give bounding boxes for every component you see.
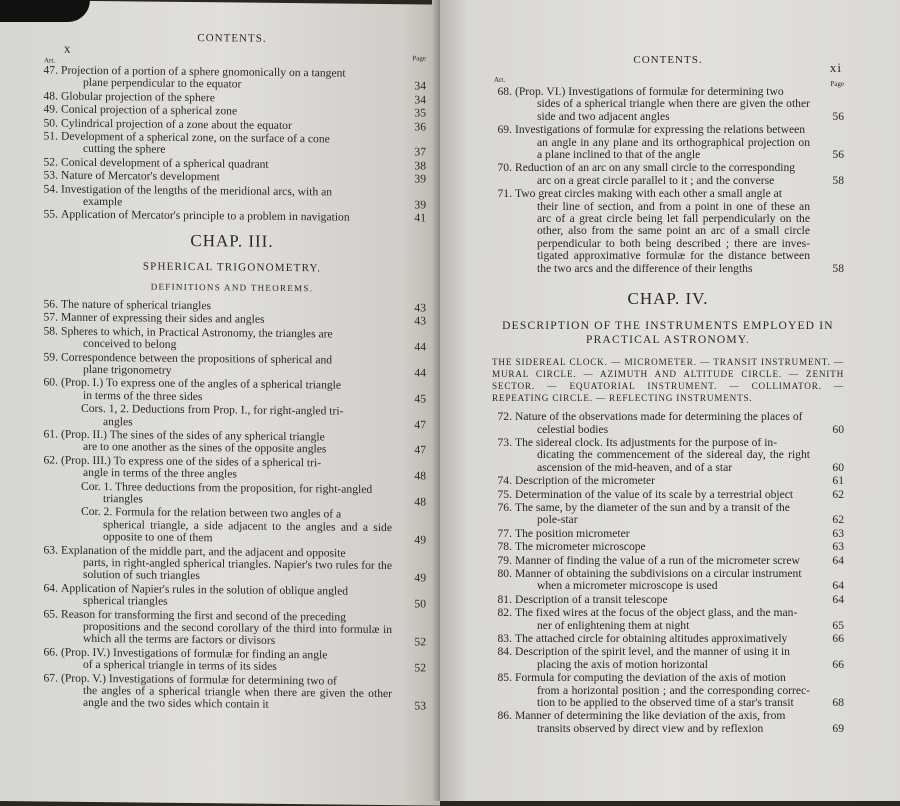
toc-entry-text xyxy=(61,377,392,405)
toc-entry-title: Investigation of the lengths of the meridional arcs, with an xyxy=(61,182,333,199)
toc-entry-title: The fixed wires at the focus of the object glass, and the man- xyxy=(515,606,798,620)
right-art-label: Art. xyxy=(494,76,506,84)
toc-entry-page: 48 xyxy=(414,495,426,509)
left-running-title: CONTENTS. xyxy=(197,32,267,45)
toc-entry-number: 66. xyxy=(43,645,58,659)
toc-entry-title: Cors. 1, 2. Deductions from Prop. I., for right-angled tri- xyxy=(81,401,344,418)
chapter-iv-heading: CHAP. IV. xyxy=(627,289,709,309)
toc-entry-number: 74. xyxy=(497,474,512,488)
toc-entry-text xyxy=(61,454,392,482)
toc-entry-page: 58 xyxy=(832,261,844,275)
toc-entry-number: 70. xyxy=(497,161,512,175)
toc-entry-number: 65. xyxy=(43,607,58,621)
toc-entry-title: Application of Mercator's principle to a problem in navigation xyxy=(61,208,350,225)
toc-entry-page: 53 xyxy=(414,699,426,713)
toc-entry-continuation: angle in terms of the three angles xyxy=(83,466,237,481)
toc-entry-text xyxy=(515,710,810,735)
right-entries-a xyxy=(492,86,844,275)
toc-entry xyxy=(492,555,844,567)
toc-entry-page: 34 xyxy=(414,93,426,107)
toc-entry-number: 48. xyxy=(43,89,58,103)
toc-entry-text xyxy=(61,325,392,353)
toc-entry xyxy=(492,541,844,553)
toc-entry xyxy=(38,506,426,547)
toc-entry-number: 55. xyxy=(43,207,58,222)
toc-entry-text xyxy=(81,403,392,431)
toc-entry-page: 63 xyxy=(832,526,844,540)
toc-entry-title: Conical development of a spherical quadrant xyxy=(61,155,269,171)
toc-entry-page: 49 xyxy=(414,533,426,547)
toc-entry-number: 86. xyxy=(497,709,512,723)
toc-entry xyxy=(492,86,844,123)
toc-entry-title: Two great circles making with each other a small angle at xyxy=(515,187,783,201)
toc-entry-title: Manner of obtaining the subdivisions on a circular instrument xyxy=(515,566,802,580)
toc-entry-title: Description of the micrometer xyxy=(515,474,656,488)
toc-entry xyxy=(38,672,426,713)
toc-entry-page: 56 xyxy=(832,109,844,123)
toc-entry xyxy=(38,209,426,225)
toc-entry-number: 68. xyxy=(497,85,512,98)
toc-entry-text xyxy=(81,480,392,508)
toc-entry-title: Reduction of an arc on any small circle to the corresponding xyxy=(515,161,796,175)
toc-entry-number: 59. xyxy=(43,349,58,364)
toc-entry-continuation: propositions and the second corollary of the third into formulæ in which all the terms are factors or divisors xyxy=(83,619,392,648)
right-page-col-label: Page xyxy=(830,80,844,88)
toc-entry-text xyxy=(515,411,810,436)
toc-entry-number: 69. xyxy=(497,123,512,137)
toc-entry-page: 34 xyxy=(414,79,426,93)
toc-entry-text xyxy=(515,437,810,474)
toc-entry xyxy=(492,710,844,735)
toc-entry-page: 39 xyxy=(414,172,426,186)
toc-entry-page: 52 xyxy=(414,661,426,675)
toc-entry-number: 57. xyxy=(43,310,58,324)
toc-entry-title: (Prop. V.) Investigations of formulæ for determining two of xyxy=(61,671,337,688)
toc-entry-page: 43 xyxy=(414,314,426,328)
toc-entry-number: 60. xyxy=(43,375,58,389)
toc-entry-page: 69 xyxy=(832,721,844,735)
toc-entry-title: Determination of the value of its scale by a terrestrial object xyxy=(515,487,794,501)
toc-entry-title: Conical projection of a spherical zone xyxy=(61,102,238,118)
toc-entry-title: Manner of expressing their sides and angles xyxy=(61,310,265,327)
toc-entry-number: 82. xyxy=(497,606,512,620)
toc-entry-title: Manner of determining the like deviation of the axis, from xyxy=(515,709,786,723)
toc-entry-page: 68 xyxy=(832,696,844,710)
toc-entry-number: 85. xyxy=(497,671,512,685)
toc-entry-text xyxy=(61,582,392,610)
toc-entry-page: 44 xyxy=(414,366,426,380)
toc-entry-number: 61. xyxy=(43,427,58,441)
toc-entry-title: (Prop. I.) To express one of the angles of a spherical triangle xyxy=(61,375,342,392)
toc-entry-page: 47 xyxy=(414,417,426,431)
toc-entry-number: 77. xyxy=(497,526,512,540)
toc-entry-title: The same, by the diameter of the sun and by a transit of the xyxy=(515,500,790,514)
toc-entry-page: 61 xyxy=(832,474,844,488)
toc-entry-page: 66 xyxy=(832,657,844,671)
toc-entry-continuation: when a micrometer microscope is used xyxy=(537,579,718,593)
toc-entry-title: Description of a transit telescope xyxy=(515,592,668,606)
right-entries-b xyxy=(492,411,844,735)
toc-entry-number: 67. xyxy=(43,671,58,685)
toc-entry-title: Development of a spherical zone, on the surface of a cone xyxy=(61,129,330,146)
toc-entry-continuation: from a horizontal position ; and the corresponding correc-tion to be applied to the observed time of a star's transit xyxy=(537,683,810,710)
toc-entry-title: Description of the spirit level, and the manner of using it in xyxy=(515,645,790,659)
toc-entry-title: The position micrometer xyxy=(515,526,630,540)
toc-entry-text xyxy=(515,124,810,161)
toc-entry-number: 50. xyxy=(43,116,58,130)
toc-entry-number: 78. xyxy=(497,540,512,554)
toc-entry-number: 76. xyxy=(497,500,512,514)
right-page xyxy=(440,0,900,801)
toc-entry-number: 62. xyxy=(43,453,58,467)
toc-entry-page: 64 xyxy=(832,579,844,593)
toc-entry-text xyxy=(61,608,392,649)
toc-entry-number: 51. xyxy=(43,129,58,143)
toc-entry-title: Investigations of formulæ for expressing the relations between xyxy=(515,123,806,137)
toc-entry-title: Cor. 1. Three deductions from the proposition, for right-angled xyxy=(81,479,373,496)
toc-entry-continuation: example xyxy=(83,194,123,209)
toc-entry xyxy=(492,188,844,275)
toc-entry-text xyxy=(515,568,810,593)
toc-entry-page: 56 xyxy=(832,148,844,162)
toc-entry-continuation: plane perpendicular to the equator xyxy=(83,76,242,91)
toc-entry-continuation: parts, in right-angled spherical triangles. Napier's two rules for the solution of such triangles xyxy=(83,555,392,583)
toc-entry-continuation: spherical triangles xyxy=(83,594,168,608)
toc-entry xyxy=(38,608,426,649)
toc-entry-title: (Prop. VI.) Investigations of formulæ for determining two xyxy=(515,85,784,98)
toc-entry-number: 54. xyxy=(43,182,58,196)
toc-entry-text xyxy=(61,351,392,379)
toc-entry-page: 36 xyxy=(414,119,426,134)
toc-entry-page: 52 xyxy=(414,635,426,649)
toc-entry-title: Nature of Mercator's development xyxy=(61,168,220,184)
toc-entry-title: Explanation of the middle part, and the adjacent and opposite xyxy=(61,543,346,560)
right-running-head xyxy=(492,54,844,76)
toc-entry-number: 79. xyxy=(497,553,512,567)
toc-entry-continuation: their line of section, and from a point in one of these an arc of a great circle being let fall perpendicularly on the other, also from the same point an arc of a small circle perpendicular to both being described ; there are inves-tigated approximative formulæ for the distance between the two arcs and the difference of their lengths xyxy=(537,199,810,275)
toc-entry-text xyxy=(61,183,392,211)
toc-entry-page: 50 xyxy=(414,597,426,611)
toc-entry-number: 53. xyxy=(43,168,58,182)
toc-entry-title: Formula for computing the deviation of the axis of motion xyxy=(515,671,786,685)
toc-entry-number: 84. xyxy=(497,645,512,659)
instruments-list: THE SIDEREAL CLOCK. — MICROMETER. — TRANSIT INSTRUMENT. — MURAL CIRCLE. — AZIMUTH AND ALTITUDE CIRCLE. — ZENITH SECTOR. — EQUATORIAL INSTRUMENT. — COLLIMATOR. — REPEATING CIRCLE. — REFLECTING INSTRUMENTS. xyxy=(492,357,844,404)
toc-entry-continuation: an angle in any plane and its orthographical projection on a plane inclined to that of the angle xyxy=(537,135,810,162)
toc-entry-number: 56. xyxy=(43,297,58,311)
toc-entry-text xyxy=(515,555,810,567)
toc-entry-text xyxy=(61,65,392,93)
toc-entry-page: 45 xyxy=(414,392,426,406)
toc-entry-continuation: sides of a spherical triangle when there are given the other side and two adjacent angles xyxy=(537,97,810,123)
toc-entry-number: 71. xyxy=(497,187,512,201)
section-heading: DEFINITIONS AND THEOREMS. xyxy=(150,281,314,294)
toc-entry-text xyxy=(515,188,810,275)
toc-entry-continuation: in terms of the three sides xyxy=(83,388,203,403)
toc-entry-continuation: plane trigonometry xyxy=(83,362,172,377)
toc-entry xyxy=(492,646,844,671)
toc-entry-text xyxy=(515,672,810,709)
toc-entry-page: 66 xyxy=(832,632,844,645)
toc-entry-page: 63 xyxy=(832,540,844,554)
toc-entry-text xyxy=(515,541,810,553)
left-page xyxy=(0,0,440,806)
corner-shadow xyxy=(0,0,90,22)
toc-entry xyxy=(492,475,844,487)
toc-entry xyxy=(492,162,844,187)
chapter-iii-subtitle: SPHERICAL TRIGONOMETRY. xyxy=(142,260,322,275)
toc-entry-text xyxy=(515,86,810,123)
toc-entry-page: 41 xyxy=(414,211,426,225)
toc-entry xyxy=(492,528,844,540)
toc-entry-page: 48 xyxy=(414,469,426,483)
toc-entry-title: Manner of finding the value of a run of the micrometer screw xyxy=(515,553,800,567)
toc-entry-text xyxy=(515,502,810,527)
toc-entry-page: 49 xyxy=(414,571,426,585)
toc-entry-title: Nature of the observations made for determining the places of xyxy=(515,410,803,424)
left-art-label: Art. xyxy=(44,56,56,65)
toc-entry xyxy=(492,594,844,606)
toc-entry xyxy=(38,544,426,585)
toc-entry-continuation: cutting the sphere xyxy=(83,142,166,157)
toc-entry-continuation: are to one another as the sines of the opposite angles xyxy=(83,440,327,456)
toc-entry-page: 47 xyxy=(414,443,426,457)
left-page-number: x xyxy=(64,40,72,56)
right-page-number: xi xyxy=(829,60,842,75)
toc-entry-title: Correspondence between the propositions of spherical and xyxy=(61,350,333,366)
toc-entry-title: Cylindrical projection of a zone about the equator xyxy=(61,116,292,132)
toc-entry-page: 38 xyxy=(414,159,426,173)
toc-entry-title: (Prop. II.) The sines of the sides of any spherical triangle xyxy=(61,427,325,444)
toc-entry-page: 64 xyxy=(832,553,844,567)
chapter-iv-subtitle: DESCRIPTION OF THE INSTRUMENTS EMPLOYED IN PRACTICAL ASTRONOMY. xyxy=(502,320,834,347)
toc-entry-page: 60 xyxy=(832,422,844,436)
toc-entry-text xyxy=(61,672,392,713)
toc-entry-page: 39 xyxy=(414,198,426,212)
toc-entry-continuation: pole-star xyxy=(537,513,578,527)
toc-entry-text xyxy=(515,633,810,645)
toc-entry-number: 47. xyxy=(43,63,58,77)
toc-entry-title: Projection of a portion of a sphere gnomonically on a tangent xyxy=(61,63,346,80)
toc-entry-page: 65 xyxy=(832,618,844,632)
toc-entry xyxy=(492,568,844,593)
toc-entry-number: 63. xyxy=(43,543,58,557)
toc-entry-title: Spheres to which, in Practical Astronomy, the triangles are xyxy=(61,324,333,341)
toc-entry-continuation: transits observed by direct view and by reflexion xyxy=(537,721,764,735)
toc-entry-continuation: dicating the commencement of the sidereal day, the right ascension of the mid-heaven, and of a star xyxy=(537,448,810,474)
toc-entry-continuation: placing the axis of motion horizontal xyxy=(537,657,708,671)
toc-entry xyxy=(492,607,844,632)
toc-entry-number: 75. xyxy=(497,487,512,501)
toc-entry-page: 62 xyxy=(832,487,844,501)
toc-entry-number: 73. xyxy=(497,435,512,449)
toc-entry-text xyxy=(515,646,810,671)
toc-entry-title: Cor. 2. Formula for the relation between two angles of a xyxy=(81,505,342,521)
toc-entry-title: (Prop. III.) To express one of the sides of a spherical tri- xyxy=(61,453,322,470)
toc-entry-text xyxy=(515,607,810,632)
toc-entry-continuation: spherical triangle, a side adjacent to the angles and a side opposite to one of them xyxy=(103,517,392,545)
toc-entry-title: The attached circle for obtaining altitudes approximatively xyxy=(515,632,788,645)
toc-entry-text xyxy=(515,475,810,487)
toc-entry-number: 72. xyxy=(497,410,512,424)
toc-entry xyxy=(492,437,844,474)
toc-entry xyxy=(492,124,844,161)
toc-entry-page: 58 xyxy=(832,173,844,187)
left-entries-a xyxy=(38,64,426,225)
toc-entry-text xyxy=(61,429,392,457)
toc-entry-continuation: arc on a great circle parallel to it ; and the converse xyxy=(537,173,775,187)
toc-entry-text xyxy=(81,506,392,546)
toc-entry-continuation: triangles xyxy=(103,492,143,506)
toc-entry-text xyxy=(61,209,392,225)
left-page-col-label: Page xyxy=(412,54,426,63)
toc-entry-continuation: celestial bodies xyxy=(537,422,609,436)
toc-entry-number: 83. xyxy=(497,632,512,645)
toc-entry-page: 60 xyxy=(832,460,844,474)
toc-entry-text xyxy=(515,528,810,540)
toc-entry-page: 35 xyxy=(414,106,426,120)
toc-entry xyxy=(492,411,844,436)
toc-entry-continuation: conceived to belong xyxy=(83,336,177,351)
toc-entry-continuation: the angles of a spherical triangle when there are given the other angle and the two sides which contain it xyxy=(83,683,392,712)
toc-entry-title: The sidereal clock. Its adjustments for the purpose of in- xyxy=(515,435,778,449)
toc-entry-continuation: ner of enlightening them at night xyxy=(537,618,690,632)
toc-entry xyxy=(492,489,844,501)
left-entries-b xyxy=(38,298,426,713)
toc-entry-page: 44 xyxy=(414,340,426,354)
toc-entry-continuation: angles xyxy=(103,414,133,428)
toc-entry-number: 64. xyxy=(43,581,58,595)
toc-entry xyxy=(492,672,844,709)
toc-entry-text xyxy=(61,131,392,159)
toc-entry-text xyxy=(61,646,392,674)
toc-entry xyxy=(492,633,844,645)
toc-entry-page: 43 xyxy=(414,301,426,315)
chapter-iii-heading: CHAP. III. xyxy=(190,230,274,251)
toc-entry-text xyxy=(61,544,392,585)
right-running-title: CONTENTS. xyxy=(633,54,703,66)
toc-entry-number: 58. xyxy=(43,324,58,338)
toc-entry-page: 64 xyxy=(832,592,844,606)
toc-entry-title: The micrometer microscope xyxy=(515,540,646,554)
toc-entry xyxy=(492,502,844,527)
toc-entry-title: Application of Napier's rules in the solution of oblique angled xyxy=(61,581,349,598)
toc-entry-page: 62 xyxy=(832,513,844,527)
toc-entry-text xyxy=(515,489,810,501)
toc-entry-title: Globular projection of the sphere xyxy=(61,89,215,105)
toc-entry-title: (Prop. IV.) Investigations of formulæ for finding an angle xyxy=(61,645,328,662)
toc-entry-number: 81. xyxy=(497,592,512,606)
toc-entry-title: Reason for transforming the first and second of the preceding xyxy=(61,607,346,624)
toc-entry-continuation: of a spherical triangle in terms of its sides xyxy=(83,658,277,674)
toc-entry-number: 80. xyxy=(497,566,512,580)
toc-entry-number: 49. xyxy=(43,102,58,116)
toc-entry-number: 52. xyxy=(43,155,58,169)
toc-entry-page: 37 xyxy=(414,145,426,159)
toc-entry-title: The nature of spherical triangles xyxy=(61,297,212,313)
toc-entry-text xyxy=(515,162,810,187)
toc-entry-text xyxy=(515,594,810,606)
